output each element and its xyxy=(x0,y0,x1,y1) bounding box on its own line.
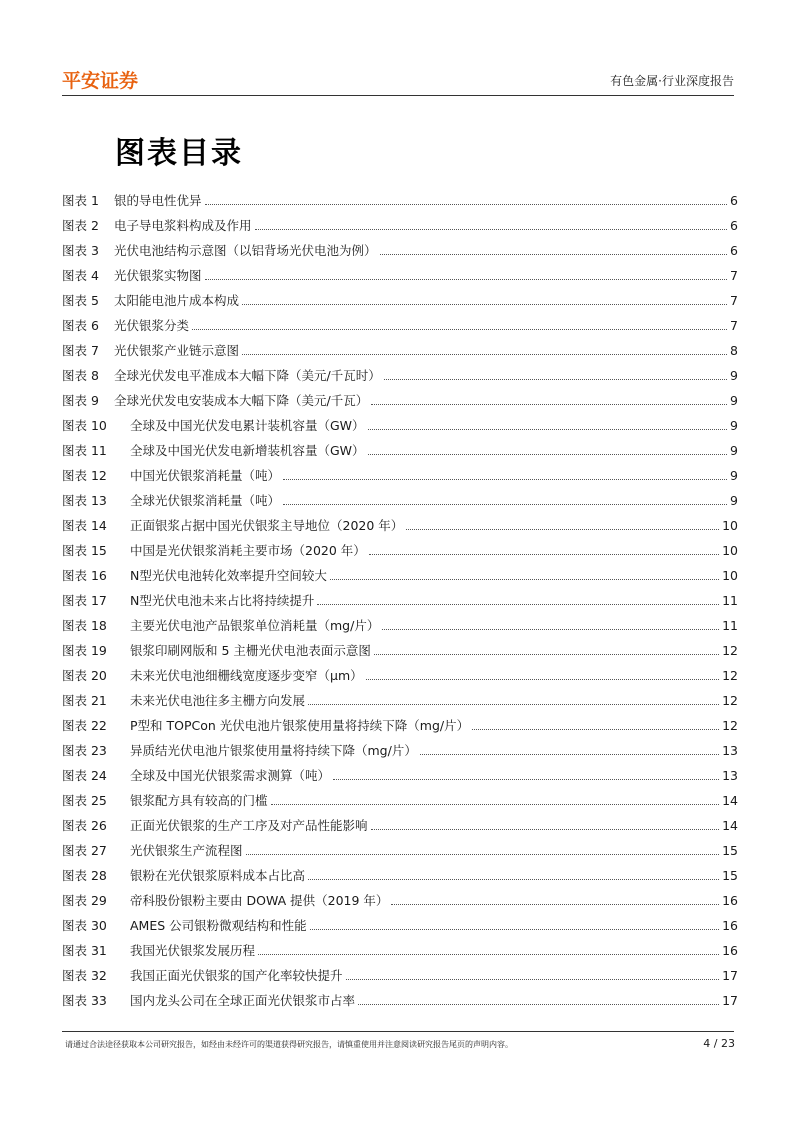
toc-entry-body xyxy=(62,738,738,763)
toc-entry-label: 光伏电池结构示意图（以铝背场光伏电池为例） xyxy=(114,238,380,263)
toc-entry-label: 未来光伏电池细栅线宽度逐步变窄（μm） xyxy=(130,663,366,688)
toc-entry-body xyxy=(62,363,738,388)
figure-list xyxy=(62,188,738,1013)
toc-entry-number: 图表 5 xyxy=(62,293,99,308)
toc-entry-label: P型和 TOPCon 光伏电池片银浆使用量将持续下降（mg/片） xyxy=(130,713,472,738)
toc-entry-body xyxy=(62,663,738,688)
toc-entry-label: 国内龙头公司在全球正面光伏银浆市占率 xyxy=(130,988,358,1013)
header-divider xyxy=(62,95,734,96)
toc-entry-page: 9 xyxy=(730,418,738,433)
toc-entry-number: 图表 22 xyxy=(62,718,107,733)
toc-entry-page: 9 xyxy=(730,493,738,508)
footer-disclaimer: 请通过合法途径获取本公司研究报告，如经由未经许可的渠道获得研究报告，请慎重使用并注意阅读研究报告尾页的声明内容。 xyxy=(65,1040,513,1049)
toc-entry-page: 10 xyxy=(722,543,738,558)
toc-entry-number: 图表 13 xyxy=(62,493,107,508)
toc-entry[interactable] xyxy=(62,588,738,613)
toc-entry[interactable] xyxy=(62,188,738,213)
toc-entry-number: 图表 9 xyxy=(62,393,99,408)
toc-leader-dots xyxy=(374,654,719,655)
toc-leader-dots xyxy=(371,829,720,830)
toc-entry-label: 银浆印刷网版和 5 主栅光伏电池表面示意图 xyxy=(130,638,374,663)
toc-entry-number: 图表 27 xyxy=(62,843,107,858)
toc-entry[interactable] xyxy=(62,213,738,238)
toc-entry-page: 9 xyxy=(730,393,738,408)
toc-entry[interactable] xyxy=(62,313,738,338)
toc-entry-page: 17 xyxy=(722,968,738,983)
toc-entry-page: 9 xyxy=(730,468,738,483)
toc-entry-label: 异质结光伏电池片银浆使用量将持续下降（mg/片） xyxy=(130,738,420,763)
toc-entry-body xyxy=(62,963,738,988)
toc-entry-body xyxy=(62,713,738,738)
toc-entry-body xyxy=(62,838,738,863)
toc-entry-number: 图表 15 xyxy=(62,543,107,558)
toc-leader-dots xyxy=(242,354,727,355)
toc-leader-dots xyxy=(242,304,727,305)
toc-entry[interactable] xyxy=(62,288,738,313)
toc-entry-label: N型光伏电池转化效率提升空间较大 xyxy=(130,563,330,588)
toc-entry-page: 13 xyxy=(722,743,738,758)
toc-entry-body xyxy=(62,788,738,813)
toc-entry-page: 12 xyxy=(722,668,738,683)
toc-entry[interactable] xyxy=(62,838,738,863)
toc-entry-page: 15 xyxy=(722,868,738,883)
toc-entry[interactable] xyxy=(62,813,738,838)
toc-leader-dots xyxy=(258,954,719,955)
toc-entry[interactable] xyxy=(62,388,738,413)
toc-entry-body xyxy=(62,638,738,663)
toc-entry-number: 图表 23 xyxy=(62,743,107,758)
toc-entry-number: 图表 28 xyxy=(62,868,107,883)
toc-entry-page: 7 xyxy=(730,293,738,308)
toc-leader-dots xyxy=(271,804,720,805)
toc-entry[interactable] xyxy=(62,413,738,438)
toc-entry[interactable] xyxy=(62,888,738,913)
toc-entry-label: 正面光伏银浆的生产工序及对产品性能影响 xyxy=(130,813,371,838)
toc-leader-dots xyxy=(308,879,719,880)
toc-entry-number: 图表 7 xyxy=(62,343,99,358)
toc-entry-body xyxy=(62,688,738,713)
toc-entry-page: 16 xyxy=(722,943,738,958)
toc-entry-label: 全球光伏银浆消耗量（吨） xyxy=(130,488,283,513)
toc-entry-body xyxy=(62,888,738,913)
toc-entry[interactable] xyxy=(62,238,738,263)
toc-leader-dots xyxy=(246,854,720,855)
toc-entry-page: 7 xyxy=(730,318,738,333)
toc-entry-number: 图表 3 xyxy=(62,243,99,258)
toc-leader-dots xyxy=(346,979,720,980)
toc-entry-body xyxy=(62,413,738,438)
toc-entry-body xyxy=(62,613,738,638)
toc-entry-label: 银浆配方具有较高的门槛 xyxy=(130,788,271,813)
toc-entry-body xyxy=(62,588,738,613)
toc-entry-label: 银粉在光伏银浆原料成本占比高 xyxy=(130,863,308,888)
toc-entry[interactable] xyxy=(62,363,738,388)
toc-entry-body xyxy=(62,763,738,788)
toc-entry-label: 中国是光伏银浆消耗主要市场（2020 年） xyxy=(130,538,369,563)
toc-entry[interactable] xyxy=(62,788,738,813)
toc-entry-number: 图表 10 xyxy=(62,418,107,433)
toc-entry-number: 图表 16 xyxy=(62,568,107,583)
toc-leader-dots xyxy=(192,329,727,330)
toc-entry-label: 未来光伏电池往多主栅方向发展 xyxy=(130,688,308,713)
toc-entry-label: 光伏银浆生产流程图 xyxy=(130,838,246,863)
toc-entry-number: 图表 24 xyxy=(62,768,107,783)
toc-leader-dots xyxy=(368,429,728,430)
toc-entry-body xyxy=(62,263,738,288)
toc-entry-page: 9 xyxy=(730,368,738,383)
toc-entry-body xyxy=(62,213,738,238)
toc-entry-number: 图表 6 xyxy=(62,318,99,333)
toc-entry-page: 8 xyxy=(730,343,738,358)
toc-entry[interactable] xyxy=(62,438,738,463)
toc-entry-number: 图表 8 xyxy=(62,368,99,383)
toc-entry[interactable] xyxy=(62,613,738,638)
toc-leader-dots xyxy=(333,779,719,780)
toc-entry-body xyxy=(62,513,738,538)
toc-entry-label: 我国正面光伏银浆的国产化率较快提升 xyxy=(130,963,346,988)
toc-entry-page: 16 xyxy=(722,918,738,933)
toc-entry[interactable] xyxy=(62,563,738,588)
toc-entry-page: 6 xyxy=(730,193,738,208)
toc-entry-number: 图表 30 xyxy=(62,918,107,933)
toc-entry-number: 图表 14 xyxy=(62,518,107,533)
toc-leader-dots xyxy=(368,454,728,455)
toc-leader-dots xyxy=(205,204,728,205)
toc-entry-page: 12 xyxy=(722,643,738,658)
toc-leader-dots xyxy=(205,279,728,280)
toc-entry[interactable] xyxy=(62,488,738,513)
toc-entry-number: 图表 21 xyxy=(62,693,107,708)
report-type: 有色金属·行业深度报告 xyxy=(610,74,734,88)
toc-entry[interactable] xyxy=(62,638,738,663)
toc-entry-label: 帝科股份银粉主要由 DOWA 提供（2019 年） xyxy=(130,888,391,913)
toc-entry[interactable] xyxy=(62,263,738,288)
toc-leader-dots xyxy=(384,379,727,380)
toc-entry-number: 图表 12 xyxy=(62,468,107,483)
toc-entry[interactable] xyxy=(62,713,738,738)
toc-entry-page: 11 xyxy=(722,593,738,608)
toc-entry-page: 16 xyxy=(722,893,738,908)
page-number: 4 / 23 xyxy=(703,1037,735,1050)
toc-entry[interactable] xyxy=(62,738,738,763)
toc-entry-number: 图表 32 xyxy=(62,968,107,983)
toc-entry-body xyxy=(62,288,738,313)
toc-entry-label: 正面银浆占据中国光伏银浆主导地位（2020 年） xyxy=(130,513,406,538)
toc-entry-page: 9 xyxy=(730,443,738,458)
toc-leader-dots xyxy=(472,729,719,730)
toc-entry-number: 图表 18 xyxy=(62,618,107,633)
toc-entry-number: 图表 33 xyxy=(62,993,107,1008)
toc-leader-dots xyxy=(366,679,719,680)
toc-entry-label: 银的导电性优异 xyxy=(114,188,205,213)
toc-entry-page: 12 xyxy=(722,693,738,708)
toc-entry-page: 6 xyxy=(730,218,738,233)
footer-divider xyxy=(62,1031,734,1032)
toc-entry-label: 全球光伏发电安装成本大幅下降（美元/千瓦） xyxy=(114,388,371,413)
toc-entry-body xyxy=(62,463,738,488)
toc-entry[interactable] xyxy=(62,338,738,363)
toc-entry-page: 14 xyxy=(722,818,738,833)
toc-entry-label: 全球及中国光伏发电累计装机容量（GW） xyxy=(130,413,368,438)
toc-entry-page: 14 xyxy=(722,793,738,808)
toc-entry-number: 图表 25 xyxy=(62,793,107,808)
toc-entry-number: 图表 19 xyxy=(62,643,107,658)
toc-entry-label: 光伏银浆实物图 xyxy=(114,263,205,288)
toc-entry-page: 6 xyxy=(730,243,738,258)
toc-entry-label: 光伏银浆分类 xyxy=(114,313,192,338)
toc-entry-label: 光伏银浆产业链示意图 xyxy=(114,338,242,363)
toc-leader-dots xyxy=(369,554,719,555)
toc-entry[interactable] xyxy=(62,763,738,788)
toc-entry-body xyxy=(62,813,738,838)
toc-entry-body xyxy=(62,313,738,338)
toc-leader-dots xyxy=(283,479,727,480)
toc-leader-dots xyxy=(382,629,719,630)
toc-entry-label: 主要光伏电池产品银浆单位消耗量（mg/片） xyxy=(130,613,382,638)
toc-entry-body xyxy=(62,913,738,938)
toc-entry-body xyxy=(62,988,738,1013)
toc-entry-number: 图表 20 xyxy=(62,668,107,683)
toc-entry[interactable] xyxy=(62,938,738,963)
toc-entry-body xyxy=(62,488,738,513)
toc-entry-body xyxy=(62,388,738,413)
toc-entry-body xyxy=(62,338,738,363)
toc-leader-dots xyxy=(255,229,728,230)
toc-entry-number: 图表 4 xyxy=(62,268,99,283)
toc-leader-dots xyxy=(358,1004,719,1005)
brand-logo: 平安证券 xyxy=(62,70,139,92)
toc-entry-label: AMES 公司银粉微观结构和性能 xyxy=(130,913,310,938)
toc-entry-number: 图表 31 xyxy=(62,943,107,958)
toc-entry-body xyxy=(62,863,738,888)
toc-entry[interactable] xyxy=(62,538,738,563)
toc-entry[interactable] xyxy=(62,688,738,713)
toc-entry-page: 12 xyxy=(722,718,738,733)
toc-leader-dots xyxy=(310,929,719,930)
toc-entry-body xyxy=(62,563,738,588)
toc-leader-dots xyxy=(330,579,719,580)
toc-entry-number: 图表 17 xyxy=(62,593,107,608)
toc-entry-number: 图表 1 xyxy=(62,193,99,208)
toc-entry-label: 我国光伏银浆发展历程 xyxy=(130,938,258,963)
toc-leader-dots xyxy=(406,529,719,530)
toc-entry[interactable] xyxy=(62,663,738,688)
toc-entry-body xyxy=(62,538,738,563)
toc-entry[interactable] xyxy=(62,863,738,888)
toc-leader-dots xyxy=(391,904,719,905)
toc-entry-page: 10 xyxy=(722,568,738,583)
toc-leader-dots xyxy=(380,254,728,255)
toc-entry-number: 图表 2 xyxy=(62,218,99,233)
toc-entry[interactable] xyxy=(62,463,738,488)
toc-leader-dots xyxy=(317,604,719,605)
toc-entry-label: 全球光伏发电平准成本大幅下降（美元/千瓦时） xyxy=(114,363,384,388)
toc-entry-label: 全球及中国光伏发电新增装机容量（GW） xyxy=(130,438,368,463)
toc-entry-page: 13 xyxy=(722,768,738,783)
page-header xyxy=(62,62,734,98)
page-title: 图表目录 xyxy=(115,136,243,171)
toc-entry-label: 电子导电浆料构成及作用 xyxy=(114,213,255,238)
toc-entry-page: 15 xyxy=(722,843,738,858)
toc-entry-page: 7 xyxy=(730,268,738,283)
toc-leader-dots xyxy=(283,504,727,505)
toc-entry-body xyxy=(62,238,738,263)
toc-entry-page: 17 xyxy=(722,993,738,1008)
toc-entry-label: 太阳能电池片成本构成 xyxy=(114,288,242,313)
toc-entry-page: 11 xyxy=(722,618,738,633)
toc-entry[interactable] xyxy=(62,513,738,538)
toc-entry-label: 中国光伏银浆消耗量（吨） xyxy=(130,463,283,488)
toc-entry-page: 10 xyxy=(722,518,738,533)
toc-leader-dots xyxy=(420,754,719,755)
toc-entry-label: N型光伏电池未来占比将持续提升 xyxy=(130,588,317,613)
toc-entry[interactable] xyxy=(62,988,738,1013)
toc-leader-dots xyxy=(308,704,719,705)
toc-entry-number: 图表 11 xyxy=(62,443,107,458)
toc-entry[interactable] xyxy=(62,963,738,988)
toc-entry-label: 全球及中国光伏银浆需求测算（吨） xyxy=(130,763,333,788)
toc-entry-body xyxy=(62,938,738,963)
toc-entry-body xyxy=(62,438,738,463)
toc-entry-body xyxy=(62,188,738,213)
toc-entry-number: 图表 26 xyxy=(62,818,107,833)
toc-leader-dots xyxy=(371,404,727,405)
toc-entry-number: 图表 29 xyxy=(62,893,107,908)
toc-entry[interactable] xyxy=(62,913,738,938)
